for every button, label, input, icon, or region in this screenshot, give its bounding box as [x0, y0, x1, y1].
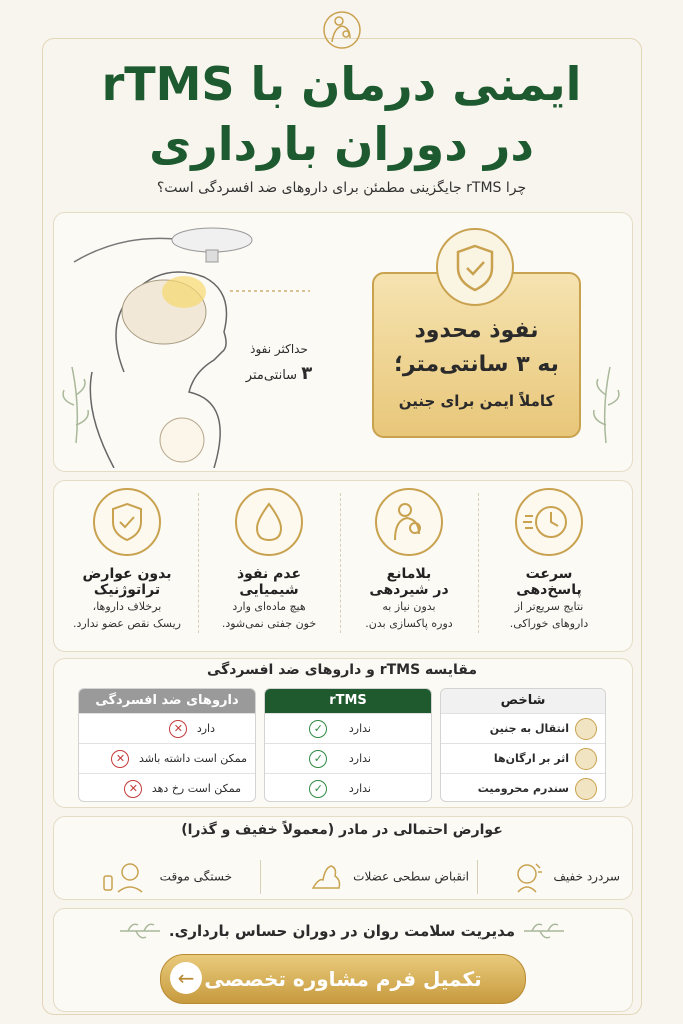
row-label: انتقال به جنین — [489, 722, 569, 735]
table-row — [441, 773, 605, 803]
feature-divider — [340, 493, 341, 633]
feature-title: عدم نفوذ — [236, 566, 302, 582]
row-label: سندرم محرومیت — [477, 782, 569, 795]
headache-icon — [510, 860, 544, 894]
feature-desc2: خون جفتی نمی‌شود. — [221, 617, 317, 630]
cell-value: ندارد — [348, 722, 371, 735]
index-column — [440, 688, 606, 802]
depth-unit: سانتی‌متر — [245, 368, 298, 383]
fatigue-icon — [102, 860, 150, 894]
feature-desc2: ریسک نقص عضو ندارد. — [72, 617, 181, 630]
leaf-right-icon — [588, 365, 624, 445]
table-row — [441, 743, 605, 773]
muscle-arm-icon — [309, 860, 343, 894]
feature-desc2: دوره پاکسازی بدن. — [365, 617, 453, 630]
table-row — [441, 713, 605, 743]
cell-value: دارد — [196, 722, 215, 735]
page-title: ایمنی درمان با rTMS — [101, 57, 582, 111]
shield-check-badge-icon — [436, 228, 514, 306]
feature-divider — [478, 493, 479, 633]
feature-title2: در شیردهی — [369, 582, 449, 598]
check-icon: ✓ — [309, 720, 327, 738]
cross-icon: ✕ — [111, 750, 129, 768]
depth-pointer-line — [230, 290, 310, 292]
side-effects-title: عوارض احتمالی در مادر (معمولاً خفیف و گذرا) — [181, 822, 503, 838]
cross-icon: ✕ — [124, 780, 142, 798]
feature-desc: نتایج سریع‌تر از — [514, 600, 584, 613]
clock-icon — [515, 488, 583, 556]
drugs-column — [78, 688, 256, 802]
page-subtitle: چرا rTMS جایگزینی مطمئن برای داروهای ضد افسردگی است؟ — [156, 180, 527, 196]
page-title-line2: در دوران بارداری — [149, 117, 534, 171]
fetus-icon — [575, 718, 597, 740]
feature-title: بلامانع — [386, 566, 432, 582]
side-effect-label: سردرد خفیف — [553, 869, 620, 884]
mother-baby-logo-icon — [322, 8, 362, 52]
feature-chemical — [204, 488, 334, 632]
side-effect-headache — [470, 860, 620, 894]
baby-face-icon — [575, 778, 597, 800]
table-cell — [265, 713, 431, 743]
table-cell — [79, 743, 255, 773]
consultation-form-button[interactable]: تکمیل فرم مشاوره تخصصی — [160, 954, 526, 1004]
feature-divider — [198, 493, 199, 633]
feature-desc: هیچ ماده‌ای وارد — [232, 600, 306, 613]
table-cell — [79, 713, 255, 743]
cell-value: ممکن است رخ دهد — [151, 782, 241, 795]
cell-value: ندارد — [348, 752, 371, 765]
highlight-line2: به ۳ سانتی‌متر؛ — [394, 352, 559, 377]
side-effect-label: خستگی موقت — [159, 869, 232, 884]
highlight-line1: نفوذ محدود — [414, 318, 539, 343]
feature-teratogenic — [62, 488, 192, 632]
drugs-header: داروهای ضد افسردگی — [79, 689, 255, 713]
leaf-left-icon — [58, 365, 94, 445]
check-icon: ✓ — [309, 750, 327, 768]
cross-icon: ✕ — [169, 720, 187, 738]
feature-title2: شیمیایی — [239, 582, 299, 598]
shield-check-icon — [93, 488, 161, 556]
arrow-left-icon[interactable]: ← — [170, 962, 202, 994]
comparison-title: مقایسه rTMS و داروهای ضد افسردگی — [206, 662, 478, 678]
feature-desc2: داروهای خوراکی. — [509, 617, 589, 630]
feature-title2: پاسخ‌دهی — [516, 582, 582, 598]
cell-value: ندارد — [348, 782, 371, 795]
rtms-header: rTMS — [265, 689, 431, 713]
feature-title: بدون عوارض — [82, 566, 172, 582]
row-label: اثر بر ارگان‌ها — [493, 752, 569, 765]
table-cell — [265, 743, 431, 773]
breastfeeding-icon — [375, 488, 443, 556]
feature-desc: بدون نیاز به — [382, 600, 436, 613]
cell-value: ممکن است داشته باشد — [138, 752, 247, 765]
depth-value-wrap — [244, 363, 314, 384]
depth-label: حداکثر نفوذ — [250, 342, 308, 356]
feature-title: سرعت — [525, 566, 573, 582]
table-cell — [79, 773, 255, 803]
feature-desc: برخلاف داروها، — [92, 600, 162, 613]
highlight-line3: کاملاً ایمن برای جنین — [398, 392, 555, 410]
check-icon: ✓ — [309, 780, 327, 798]
side-effect-label: انقباض سطحی عضلات — [353, 869, 469, 884]
table-cell — [265, 773, 431, 803]
cta-text: مدیریت سلامت روان در دوران حساس بارداری. — [168, 922, 516, 940]
depth-value: ۳ — [301, 363, 313, 384]
feature-title2: تراتوژنیک — [93, 582, 161, 598]
heart-organ-icon — [575, 748, 597, 770]
drop-icon — [235, 488, 303, 556]
feature-breastfeeding — [344, 488, 474, 632]
feature-speed — [484, 488, 614, 632]
index-header: شاخص — [441, 689, 605, 713]
rtms-column — [264, 688, 432, 802]
side-effect-fatigue — [62, 860, 232, 894]
side-effect-muscle — [260, 860, 478, 894]
